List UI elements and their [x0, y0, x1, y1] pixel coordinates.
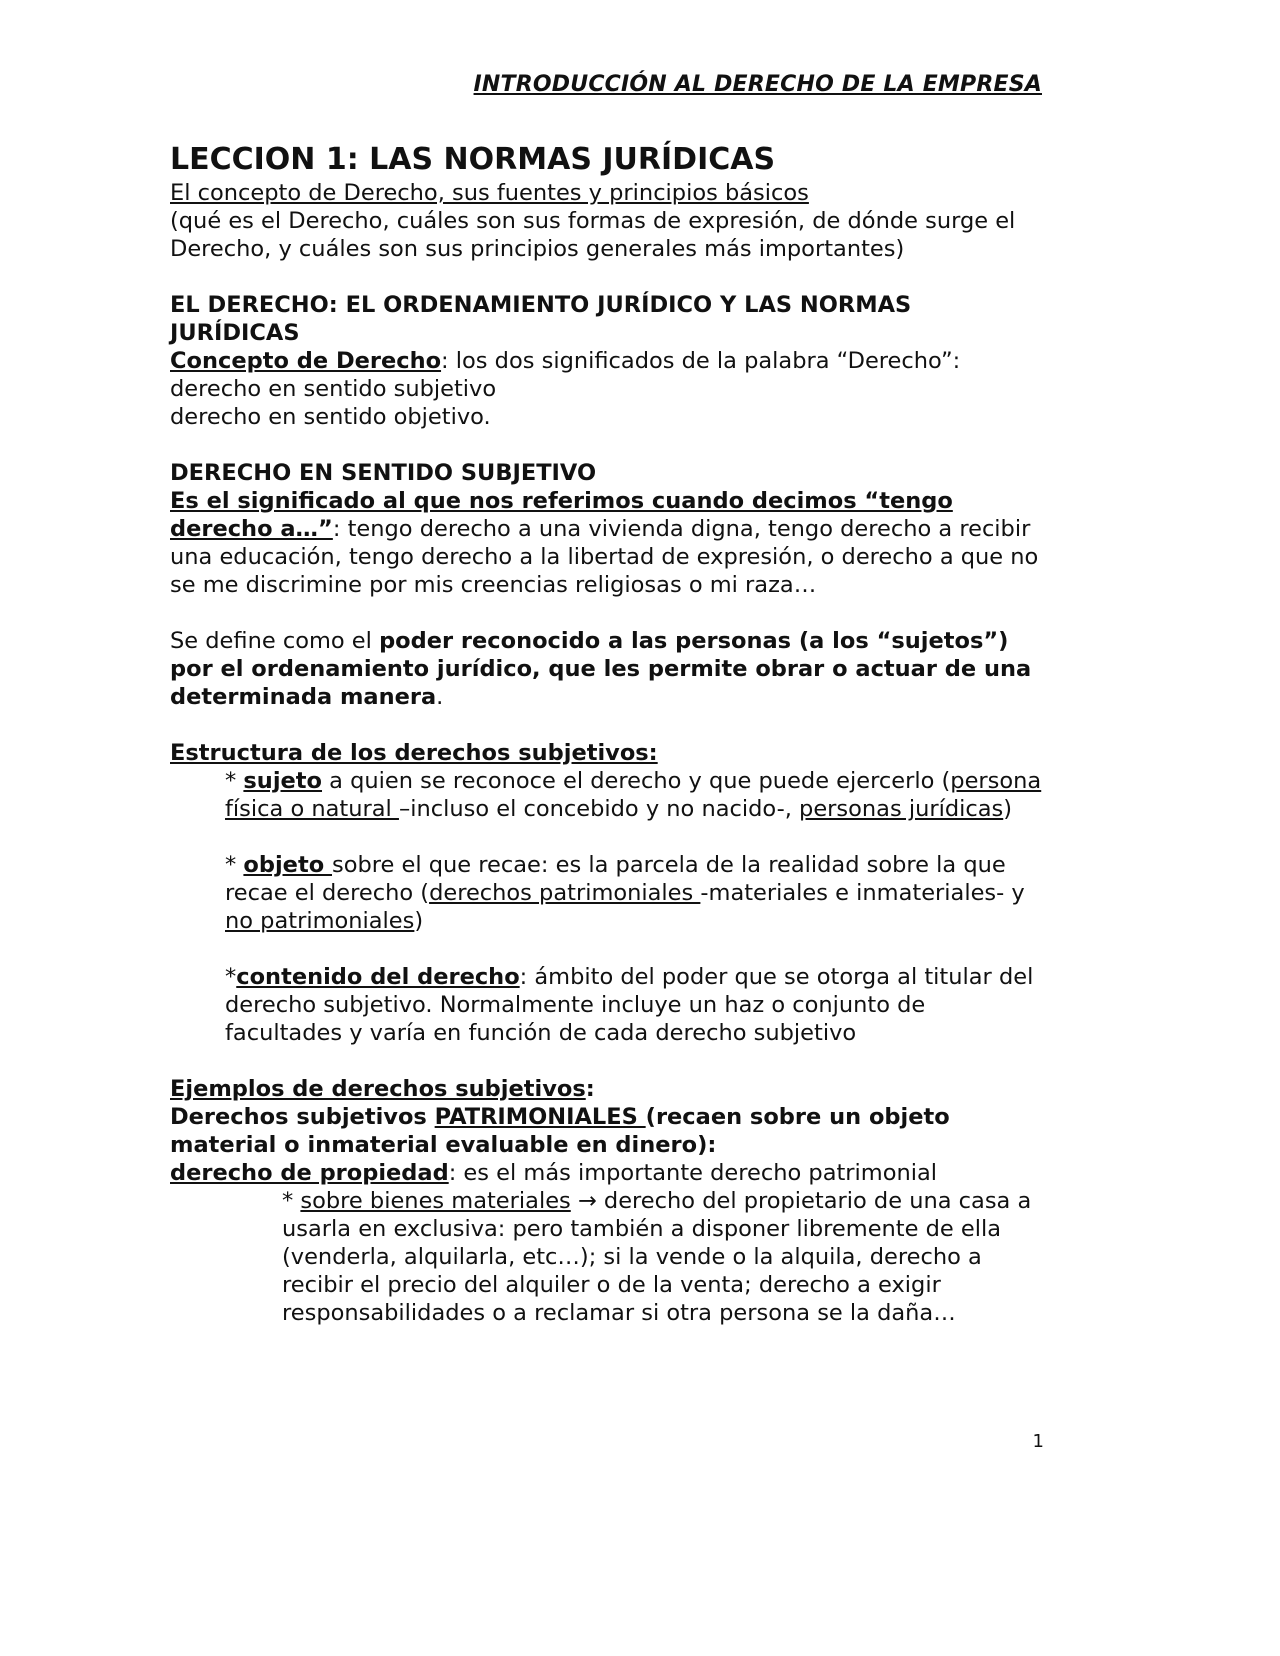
- structure-item-underlined: no patrimoniales: [225, 908, 415, 934]
- bullet: *: [225, 852, 244, 878]
- meaning-text: : tengo derecho a una vivienda digna, tengo derecho a recibir una educación, tengo derecho a la libertad de expresión, o derecho a que no se me discrimine por mis creencias religiosas o mi raza…: [170, 516, 1039, 598]
- spacer: [170, 823, 1042, 851]
- examples-heading: [170, 1075, 1042, 1103]
- structure-item-text: –incluso el concebido y no nacido-,: [398, 796, 800, 822]
- definition-prefix: Se define como el: [170, 628, 380, 654]
- section-heading-subjetivo: DERECHO EN SENTIDO SUBJETIVO: [170, 460, 597, 486]
- examples-heading-colon: :: [585, 1076, 595, 1102]
- bullet: *: [282, 1188, 301, 1214]
- concept-paragraph: [170, 347, 1042, 375]
- structure-item-underlined: personas jurídicas: [799, 796, 1004, 822]
- definition-suffix: .: [436, 684, 444, 710]
- structure-item-objeto: [225, 851, 1042, 935]
- structure-item-underlined: persona física o natural: [225, 768, 1042, 822]
- structure-item-text: -materiales e inmateriales- y: [700, 880, 1025, 906]
- bullet: *: [225, 964, 237, 990]
- intro-subtitle: [170, 179, 1042, 207]
- definition-paragraph: [170, 627, 1042, 711]
- concept-label: Concepto de Derecho: [170, 348, 442, 374]
- section-heading-derecho: EL DERECHO: EL ORDENAMIENTO JURÍDICO Y LAS NORMAS JURÍDICAS: [170, 292, 912, 346]
- structure-item-sujeto: [225, 767, 1042, 823]
- bienes-label: sobre bienes materiales: [300, 1188, 571, 1214]
- bullet: *: [225, 768, 244, 794]
- spacer: [170, 431, 1042, 459]
- spacer: [170, 711, 1042, 739]
- structure-item-label: contenido del derecho: [236, 964, 520, 990]
- patrimoniales-prefix: Derechos subjetivos: [170, 1104, 435, 1130]
- structure-item-text: ): [414, 908, 424, 934]
- intro-description: (qué es el Derecho, cuáles son sus formas de expresión, de dónde surge el Derecho, y cuáles son sus principios generales más importantes): [170, 208, 1016, 262]
- structure-item-contenido: [225, 963, 1042, 1047]
- lesson-title: LECCION 1: LAS NORMAS JURÍDICAS: [170, 142, 776, 177]
- patrimoniales-heading: [170, 1103, 1042, 1159]
- propiedad-paragraph: [170, 1159, 1042, 1187]
- structure-item-text: : ámbito del poder que se otorga al titular del derecho subjetivo. Normalmente incluye un haz o conjunto de facultades y varía en función de cada derecho subjetivo: [225, 964, 1034, 1046]
- running-header: INTRODUCCIÓN AL DERECHO DE LA EMPRESA: [473, 72, 1042, 97]
- intro-subtitle-text: El concepto de Derecho, sus fuentes y principios básicos: [170, 180, 809, 206]
- spacer: [170, 263, 1042, 291]
- structure-heading-text: Estructura de los derechos subjetivos:: [170, 740, 658, 766]
- structure-item-text: sobre el que recae: es la parcela de la realidad sobre la que recae el derecho (: [225, 852, 1006, 906]
- bienes-materiales-item: [282, 1187, 1042, 1327]
- patrimoniales-keyword: PATRIMONIALES: [434, 1104, 646, 1130]
- page-number: 1: [1032, 1431, 1044, 1452]
- bienes-text: → derecho del propietario de una casa a usarla en exclusiva: pero también a disponer libremente de ella (venderla, alquilarla, etc…); si la vende o la alquila, derecho a recibir el precio del alquiler o de la venta; derecho a exigir responsabilidades o a reclamar si otra persona se la daña…: [282, 1188, 1032, 1326]
- document-body: [170, 141, 1042, 1327]
- structure-item-underlined: derechos patrimoniales: [429, 880, 701, 906]
- spacer: [170, 935, 1042, 963]
- structure-item-label: objeto: [243, 852, 332, 878]
- propiedad-label: derecho de propiedad: [170, 1160, 449, 1186]
- concept-text: : los dos significados de la palabra “Derecho”:: [441, 348, 961, 374]
- structure-heading: [170, 739, 1042, 767]
- meaning-paragraph: [170, 487, 1042, 599]
- spacer: [170, 599, 1042, 627]
- line-objetivo: derecho en sentido objetivo.: [170, 404, 491, 430]
- patrimoniales-rest: (recaen sobre un objeto material o inmaterial evaluable en dinero):: [170, 1104, 950, 1158]
- meaning-label: Es el significado al que nos referimos cuando decimos “tengo derecho a…”: [170, 488, 953, 542]
- line-subjetivo: derecho en sentido subjetivo: [170, 376, 497, 402]
- spacer: [170, 1047, 1042, 1075]
- structure-item-text: a quien se reconoce el derecho y que puede ejercerlo (: [322, 768, 951, 794]
- structure-item-label: sujeto: [243, 768, 323, 794]
- structure-item-text: ): [1003, 796, 1013, 822]
- examples-heading-text: Ejemplos de derechos subjetivos: [170, 1076, 586, 1102]
- propiedad-text: : es el más importante derecho patrimonial: [448, 1160, 938, 1186]
- definition-bold: poder reconocido a las personas (a los “sujetos”) por el ordenamiento jurídico, que les permite obrar o actuar de una determinada manera: [170, 628, 1032, 710]
